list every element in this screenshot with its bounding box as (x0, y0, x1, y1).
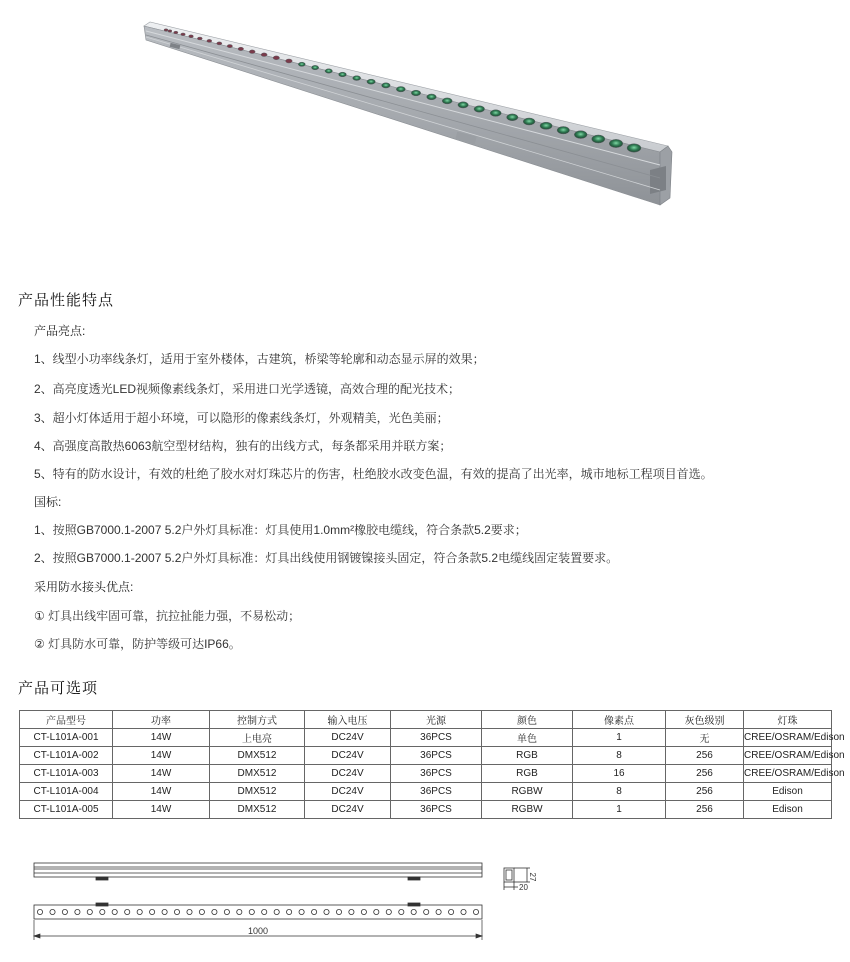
led-lens (592, 135, 605, 143)
led-lens (325, 69, 332, 73)
table-cell: CREE/OSRAM/Edison (744, 765, 832, 783)
table-cell: 上电亮 (210, 729, 305, 747)
led-dot (262, 909, 267, 914)
table-cell: 8 (573, 747, 666, 765)
led-lens (261, 53, 267, 57)
table-cell: CT-L101A-003 (20, 765, 113, 783)
led-dot-row (37, 909, 478, 914)
led-dot (299, 909, 304, 914)
led-lens (339, 72, 347, 77)
table-cell: 256 (666, 747, 744, 765)
led-dot (62, 909, 67, 914)
led-dot (199, 909, 204, 914)
table-cell: 无 (666, 729, 744, 747)
led-lens (298, 62, 305, 66)
height-dimension-label: 27 (528, 872, 537, 882)
table-cell: 单色 (482, 729, 573, 747)
options-table (19, 710, 845, 819)
led-lens (458, 102, 468, 108)
led-dot (473, 909, 478, 914)
standard-item: 1、按照GB7000.1-2007 5.2户外灯具标准：灯具使用1.0mm²橡胶电缆线，符合条款5.2要求； (34, 523, 527, 537)
table-row (20, 747, 832, 765)
table-cell: DC24V (305, 765, 391, 783)
led-dot (324, 909, 329, 914)
table-cell: 36PCS (391, 765, 482, 783)
led-dot (224, 909, 229, 914)
led-dot (100, 909, 105, 914)
led-lens (609, 139, 623, 147)
led-dot (37, 909, 42, 914)
led-dot (274, 909, 279, 914)
top-view (34, 903, 482, 919)
led-dot (461, 909, 466, 914)
led-lens (442, 98, 452, 104)
led-lens (540, 122, 552, 129)
connector-item: ② 灯具防水可靠，防护等级可达IP66。 (34, 637, 241, 651)
table-row (20, 765, 832, 783)
led-dot (374, 909, 379, 914)
column-header: 像素点 (573, 711, 666, 729)
table-cell: DMX512 (210, 765, 305, 783)
table-cell: 256 (666, 765, 744, 783)
led-lens (181, 33, 185, 36)
standard-item: 2、按照GB7000.1-2007 5.2户外灯具标准：灯具出线使用钢镀镍接头固定，符合条款5.2电缆线固定装置要求。 (34, 551, 619, 565)
led-lens (557, 127, 569, 134)
table-cell: DC24V (305, 747, 391, 765)
table-cell: RGBW (482, 783, 573, 801)
led-dot (237, 909, 242, 914)
led-dot (162, 909, 167, 914)
led-lens (396, 87, 405, 92)
column-header: 控制方式 (210, 711, 305, 729)
table-cell: 36PCS (391, 801, 482, 819)
led-lens (490, 110, 501, 117)
led-dot (137, 909, 142, 914)
table-cell: 1 (573, 801, 666, 819)
led-dot (287, 909, 292, 914)
led-lens (507, 114, 518, 121)
table-cell: 14W (113, 783, 210, 801)
led-lens (227, 45, 232, 48)
led-lens (217, 42, 222, 45)
table-cell: CT-L101A-005 (20, 801, 113, 819)
table-cell: CT-L101A-001 (20, 729, 113, 747)
led-lens (353, 76, 361, 81)
led-dot (50, 909, 55, 914)
connector-heading: 采用防水接头优点: (34, 580, 134, 594)
led-dot (449, 909, 454, 914)
table-cell: RGBW (482, 801, 573, 819)
table-header-row (20, 711, 832, 729)
table-cell: 14W (113, 729, 210, 747)
led-lens (382, 83, 391, 88)
table-cell: 256 (666, 801, 744, 819)
led-lens (207, 39, 212, 42)
table-cell: 1 (573, 729, 666, 747)
led-lens (574, 131, 587, 139)
led-dot (399, 909, 404, 914)
table-cell: CREE/OSRAM/Edison (744, 747, 832, 765)
features-title: 产品性能特点 (18, 292, 115, 309)
led-lens (286, 59, 293, 63)
led-lens (312, 65, 319, 69)
table-row (20, 783, 832, 801)
side-view (34, 863, 482, 880)
column-header: 颜色 (482, 711, 573, 729)
table-cell: DMX512 (210, 747, 305, 765)
led-dot (312, 909, 317, 914)
led-lens (627, 144, 641, 152)
led-lens (197, 37, 202, 40)
table-cell: 36PCS (391, 747, 482, 765)
highlight-item: 1、线型小功率线条灯，适用于室外楼体，古建筑，桥梁等轮廓和动态显示屏的效果； (34, 352, 485, 366)
connector-item: ① 灯具出线牢固可靠，抗拉扯能力强，不易松动； (34, 609, 301, 623)
led-dot (386, 909, 391, 914)
column-header: 输入电压 (305, 711, 391, 729)
product-photo (0, 0, 850, 260)
led-lens (474, 106, 485, 112)
table-cell: CT-L101A-004 (20, 783, 113, 801)
led-dot (125, 909, 130, 914)
highlight-item: 4、高强度高散热6063航空型材结构，独有的出线方式，每条都采用并联方案； (34, 439, 452, 453)
led-lens (411, 90, 420, 96)
column-header: 光源 (391, 711, 482, 729)
highlight-item: 3、超小灯体适用于超小环境，可以隐形的像素线条灯，外观精美，光色美丽； (34, 411, 449, 425)
highlights-heading: 产品亮点: (34, 324, 86, 338)
table-cell: 256 (666, 783, 744, 801)
width-dimension-label: 20 (519, 883, 528, 892)
table-row (20, 729, 832, 747)
led-dot (436, 909, 441, 914)
table-cell: 36PCS (391, 729, 482, 747)
led-dot (112, 909, 117, 914)
led-lens (367, 79, 375, 84)
table-cell: DC24V (305, 729, 391, 747)
led-dot (174, 909, 179, 914)
table-cell: 14W (113, 765, 210, 783)
highlight-item: 2、高亮度透光LED视频像素线条灯，采用进口光学透镜，高效合理的配光技术； (34, 382, 461, 396)
led-dot (150, 909, 155, 914)
dimension-drawing (0, 850, 850, 962)
length-dimension-label: 1000 (247, 926, 269, 936)
led-lens (168, 30, 172, 32)
led-lens (174, 31, 178, 34)
table-cell: RGB (482, 765, 573, 783)
table-cell: DC24V (305, 783, 391, 801)
led-lens (238, 47, 244, 50)
led-dot (349, 909, 354, 914)
led-dot (187, 909, 192, 914)
table-cell: 14W (113, 747, 210, 765)
options-title: 产品可选项 (18, 680, 99, 697)
led-lens (523, 118, 535, 125)
table-cell: DMX512 (210, 801, 305, 819)
table-cell: 8 (573, 783, 666, 801)
table-cell: Edison (744, 783, 832, 801)
column-header: 产品型号 (20, 711, 113, 729)
table-cell: RGB (482, 747, 573, 765)
table-cell: 36PCS (391, 783, 482, 801)
table-cell: DC24V (305, 801, 391, 819)
table-cell: Edison (744, 801, 832, 819)
led-dot (361, 909, 366, 914)
led-lens (273, 56, 279, 60)
column-header: 灯珠 (744, 711, 832, 729)
column-header: 灰色级别 (666, 711, 744, 729)
led-dot (212, 909, 217, 914)
led-dot (75, 909, 80, 914)
led-dot (424, 909, 429, 914)
table-row (20, 801, 832, 819)
led-lens (164, 29, 168, 31)
led-dot (336, 909, 341, 914)
led-dot (87, 909, 92, 914)
table-cell: CREE/OSRAM/Edison (744, 729, 832, 747)
standard-heading: 国标: (34, 495, 62, 509)
led-lens (427, 94, 437, 100)
table-cell: DMX512 (210, 783, 305, 801)
led-dot (249, 909, 254, 914)
highlight-item: 5、特有的防水设计，有效的杜绝了胶水对灯珠芯片的伤害，杜绝胶水改变色温，有效的提高了出光率，城市地标工程项目首选。 (34, 467, 713, 481)
led-lens (189, 35, 194, 38)
table-cell: 16 (573, 765, 666, 783)
table-cell: CT-L101A-002 (20, 747, 113, 765)
column-header: 功率 (113, 711, 210, 729)
led-dot (411, 909, 416, 914)
led-lens (249, 50, 255, 54)
table-cell: 14W (113, 801, 210, 819)
